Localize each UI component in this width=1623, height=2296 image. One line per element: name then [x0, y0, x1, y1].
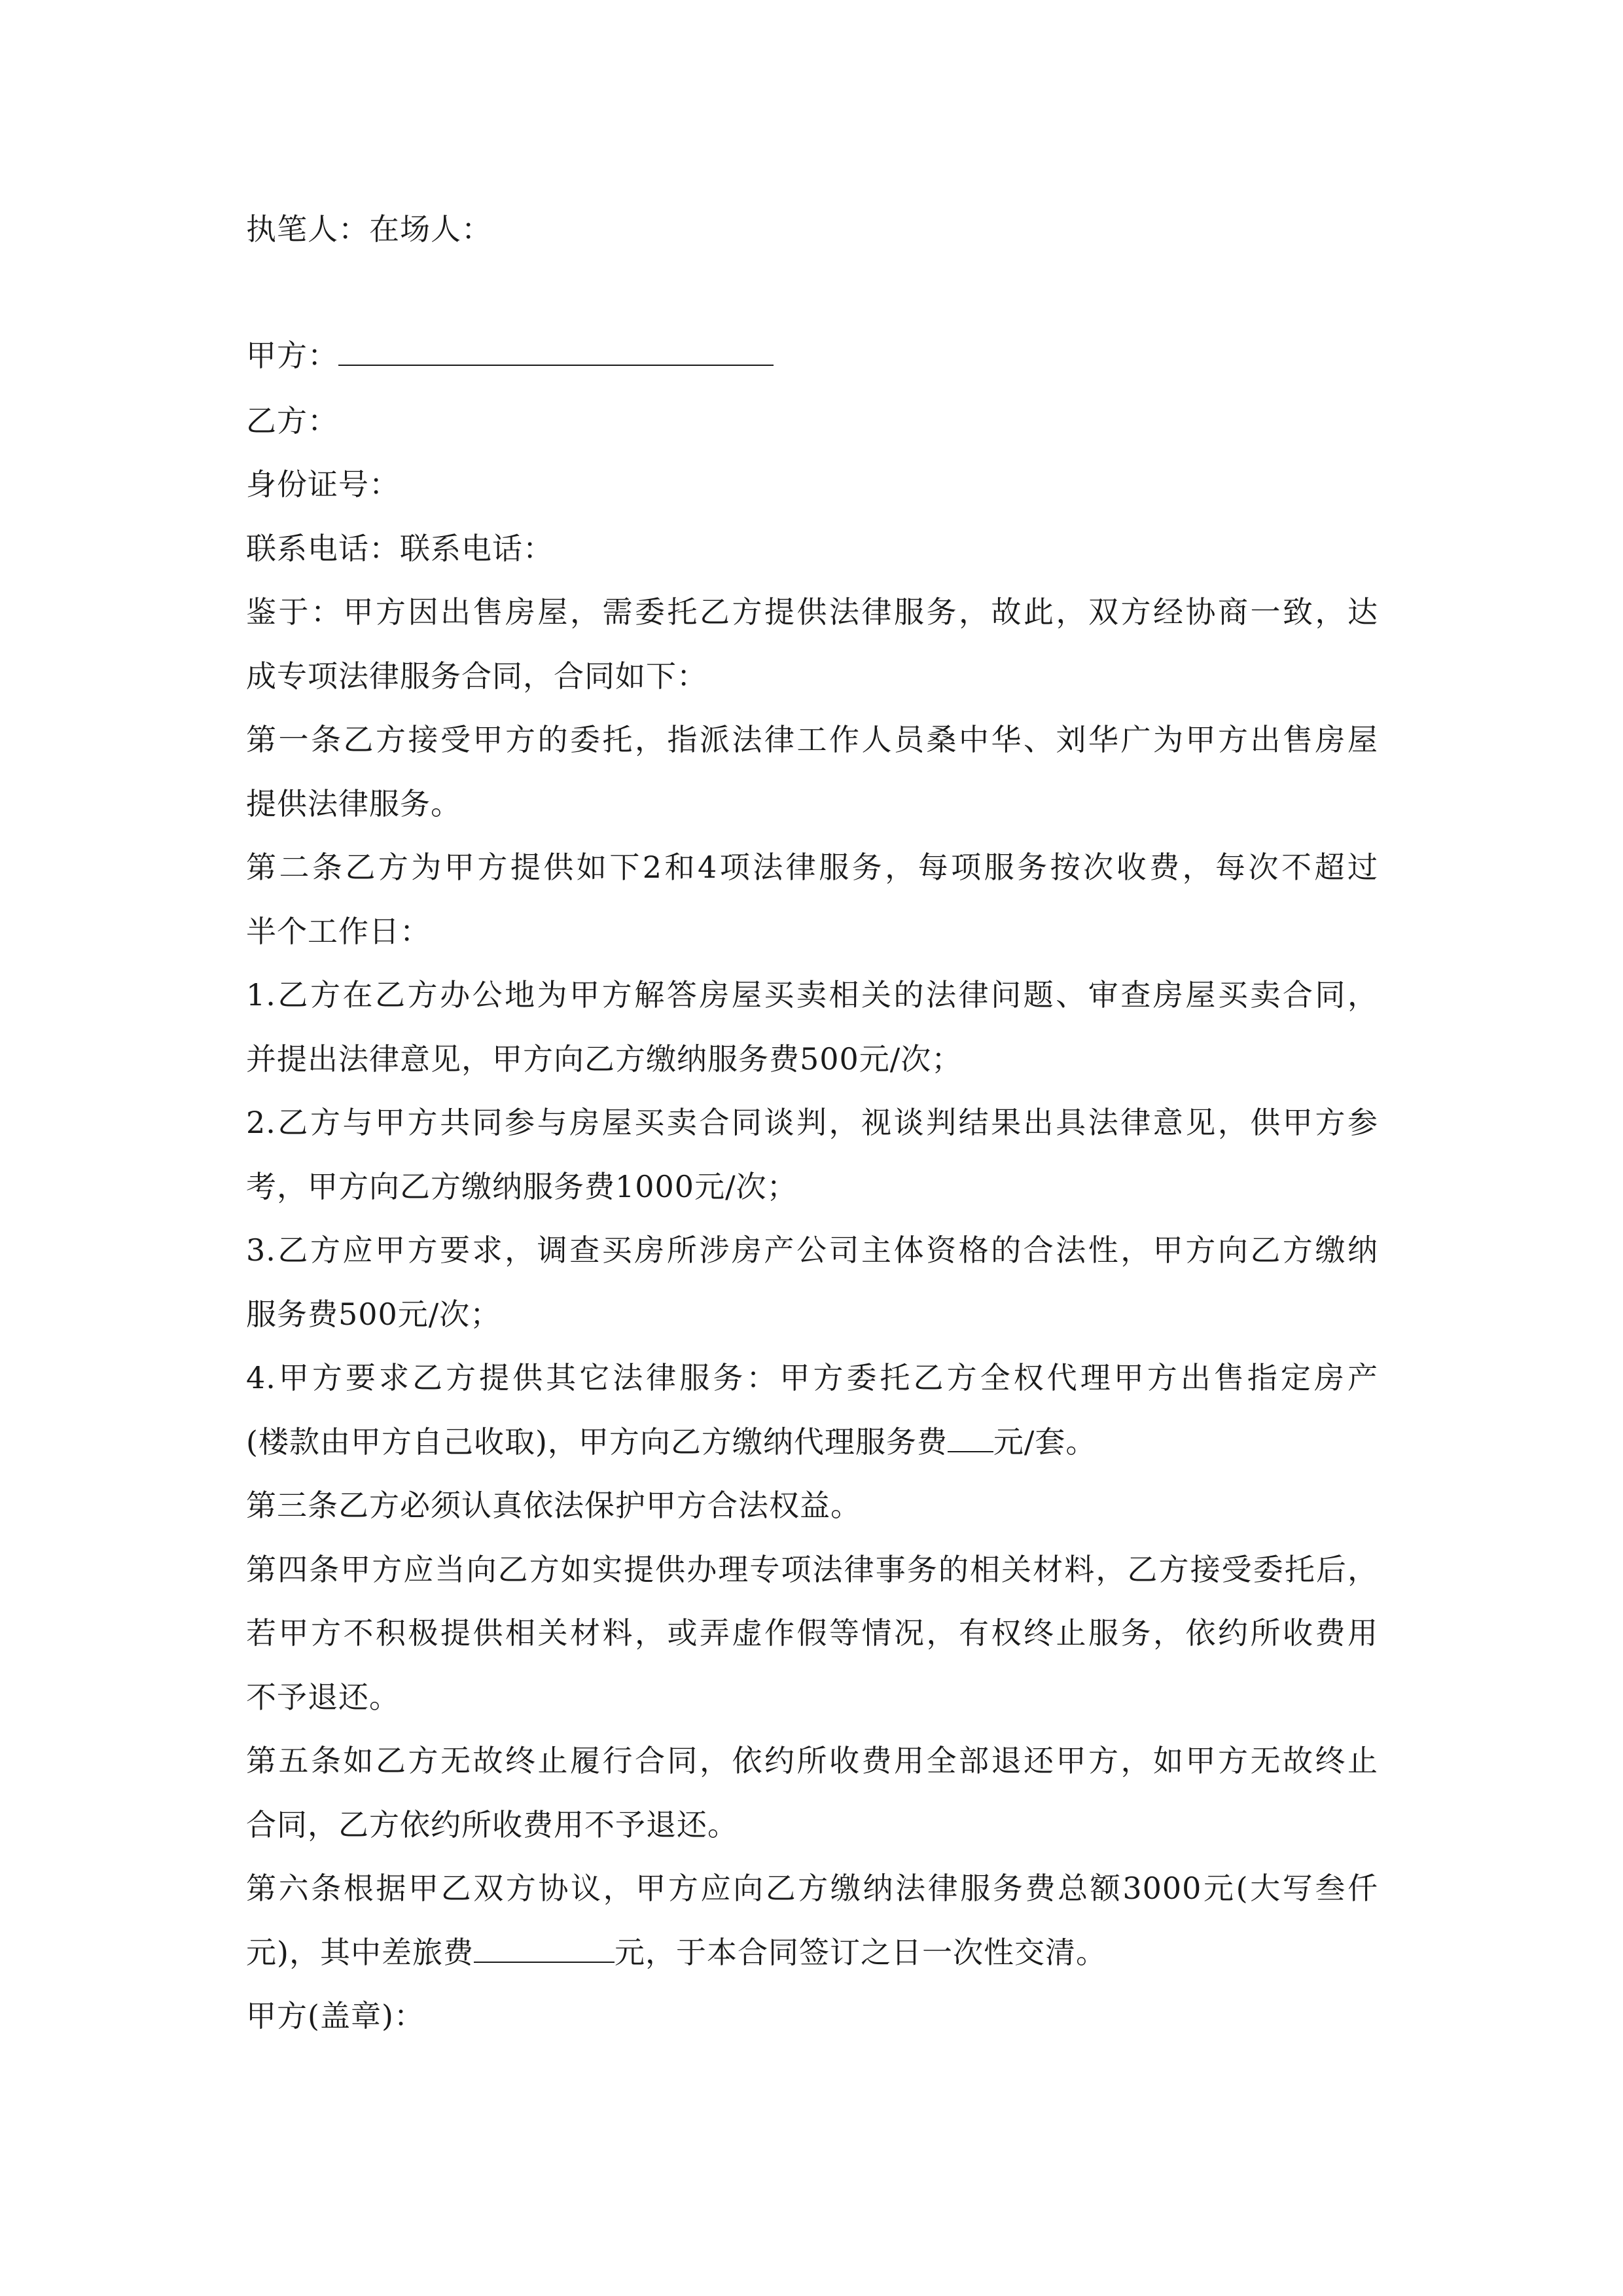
- article-6-text-a: 元)，其中差旅费: [246, 1935, 474, 1970]
- item-1-line-1: 1.乙方在乙方办公地为甲方解答房屋买卖相关的法律问题、审查房屋买卖合同，: [246, 977, 1378, 1013]
- id-number-label: 身份证号：: [246, 467, 400, 502]
- article-2-line-2: 半个工作日：: [246, 914, 431, 949]
- article-1-line-1: 第一条乙方接受甲方的委托，指派法律工作人员桑中华、刘华广为甲方出售房屋: [246, 722, 1378, 757]
- writer-present-line: 执笔人：在场人：: [246, 211, 492, 247]
- item-2-line-1: 2.乙方与甲方共同参与房屋买卖合同谈判，视谈判结果出具法律意见，供甲方参: [246, 1105, 1378, 1140]
- article-6-text-b: 元，于本合同签订之日一次性交清。: [614, 1935, 1107, 1970]
- article-4-line-1: 第四条甲方应当向乙方如实提供办理专项法律事务的相关材料，乙方接受委托后，: [246, 1552, 1378, 1587]
- item-4-line-2: [246, 1422, 1096, 1462]
- article-1-line-2: 提供法律服务。: [246, 786, 461, 821]
- recital-line-1: 鉴于：甲方因出售房屋，需委托乙方提供法律服务，故此，双方经协商一致，达: [246, 594, 1378, 630]
- item-3-line-1: 3.乙方应甲方要求，调查买房所涉房产公司主体资格的合法性，甲方向乙方缴纳: [246, 1232, 1378, 1268]
- article-6-line-2: [246, 1933, 1107, 1972]
- article-2-line-1: 第二条乙方为甲方提供如下2和4项法律服务，每项服务按次收费，每次不超过: [246, 850, 1378, 885]
- article-4-line-3: 不予退还。: [246, 1679, 400, 1715]
- item-2-line-2: 考，甲方向乙方缴纳服务费1000元/次；: [246, 1169, 798, 1204]
- item-4-text-b: 元/套。: [993, 1424, 1097, 1460]
- article-5-line-1: 第五条如乙方无故终止履行合同，依约所收费用全部退还甲方，如甲方无故终止: [246, 1743, 1378, 1778]
- item-4-line-1: 4.甲方要求乙方提供其它法律服务：甲方委托乙方全权代理甲方出售指定房产: [246, 1360, 1378, 1395]
- item-3-line-2: 服务费500元/次；: [246, 1297, 501, 1332]
- article-3: 第三条乙方必须认真依法保护甲方合法权益。: [246, 1488, 861, 1523]
- phone-line: 联系电话：联系电话：: [246, 531, 554, 566]
- travel-fee-blank: [474, 1933, 615, 1963]
- agency-fee-blank: [948, 1422, 993, 1452]
- party-a-blank: [338, 336, 774, 366]
- recital-line-2: 成专项法律服务合同，合同如下：: [246, 658, 707, 694]
- party-b-label: 乙方：: [246, 403, 338, 439]
- article-6-line-1: 第六条根据甲乙双方协议，甲方应向乙方缴纳法律服务费总额3000元(大写叁仟: [246, 1871, 1378, 1906]
- party-a-seal-line: 甲方(盖章)：: [246, 1998, 425, 2034]
- party-a-line: [246, 336, 774, 375]
- item-4-text-a: (楼款由甲方自己收取)，甲方向乙方缴纳代理服务费: [246, 1424, 948, 1460]
- article-5-line-2: 合同，乙方依约所收费用不予退还。: [246, 1807, 738, 1842]
- article-4-line-2: 若甲方不积极提供相关材料，或弄虚作假等情况，有权终止服务，依约所收费用: [246, 1615, 1378, 1651]
- party-a-label: 甲方：: [246, 338, 338, 373]
- item-1-line-2: 并提出法律意见，甲方向乙方缴纳服务费500元/次；: [246, 1041, 963, 1077]
